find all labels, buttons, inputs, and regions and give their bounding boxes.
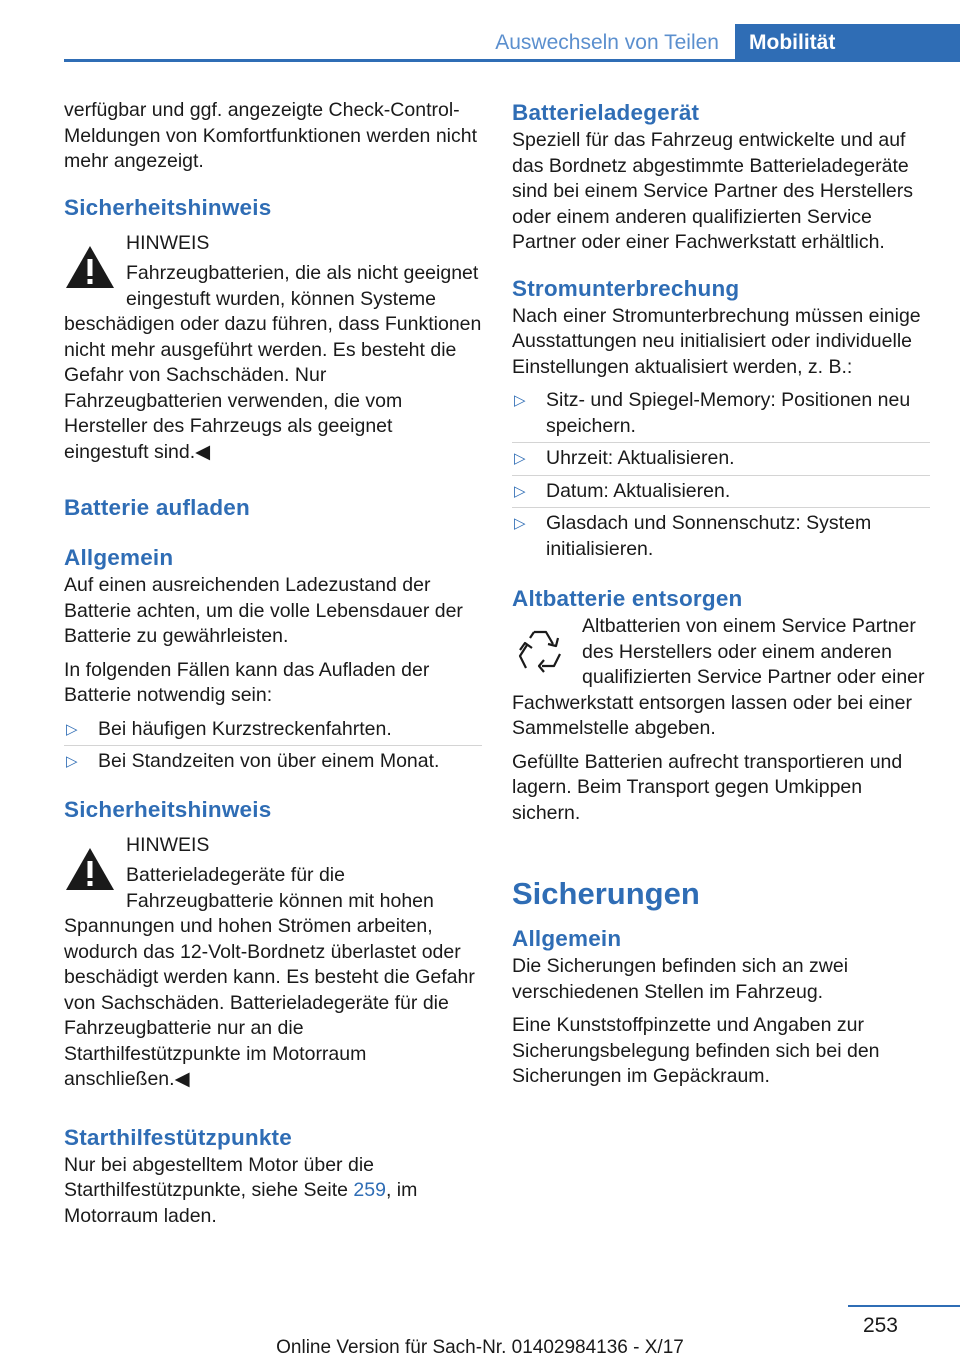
safety-heading-2: Sicherheitshinweis — [64, 796, 272, 822]
page-header — [64, 24, 960, 62]
general-paragraph-2: In folgenden Fällen kann das Aufladen der Batterie notwendig sein: — [64, 658, 430, 706]
list-item: ▷ Bei Standzeiten von über einem Monat. — [64, 749, 482, 775]
section-tab[interactable]: Auswechseln von Teilen — [495, 31, 719, 54]
fuses-paragraph-1: Die Sicherungen befinden sich an zwei verschiedenen Stellen im Fahrzeug. — [512, 955, 849, 1003]
right-column — [512, 98, 930, 1098]
left-column — [64, 98, 482, 1237]
footer-online-version: Online Version für Sach-Nr. 01402984136 - X/17 — [276, 1337, 684, 1358]
power-interruption-paragraph: Nach einer Stromunterbrechung müssen einige Ausstattungen neu initialisiert oder individuelle Einstellungen aktualisiert werden, z. B.: — [512, 304, 921, 378]
triangle-right-bullet-icon: ▷ — [514, 482, 526, 500]
intro-paragraph: verfügbar und ggf. angezeigte Check-Control-Meldungen von Komfortfunktionen werden nicht mehr angezeigt. — [64, 99, 478, 172]
triangle-right-bullet-icon: ▷ — [514, 392, 526, 409]
list-item: ▷ Sitz- und Spiegel-Memory: Positionen neu speichern. — [512, 388, 930, 439]
jump-start-heading: Starthilfestützpunkte — [64, 1124, 292, 1150]
charger-heading: Batterieladegerät — [512, 100, 700, 125]
recycle-icon — [512, 624, 568, 680]
warning-text: Fahrzeugbatterien, die als nicht geeignet eingestuft wurden, können Systeme beschädigen oder dazu führen, dass Funktionen nicht mehr ausgeführt werden. Es besteht die Gefahr von Sachschäden. Nur Fahrzeugbatterien verwenden, die vom Hersteller des Fahrzeugs als geeignet eingestuft sind.◀ — [64, 262, 482, 463]
charge-cases-list — [64, 717, 482, 775]
warning-text: Batterieladegeräte für die Fahrzeugbatterie können mit hohen Spannungen und hohen Strömen arbeiten, wodurch das 12-Volt-Bordnetz überlastet oder beschädigt werden kann. Es besteht die Gefahr von Sachschäden. Batterieladegeräte für die Fahrzeugbatterie nur an die Starthilfestützpunkte im Motorraum anschließen.◀ — [64, 864, 475, 1090]
triangle-right-bullet-icon: ▷ — [66, 720, 78, 738]
header-rule — [64, 59, 960, 62]
page-reference-link[interactable]: 259 — [353, 1179, 386, 1201]
chapter-tab-active[interactable]: Mobilität — [735, 24, 960, 62]
page-number: 253 — [862, 1314, 898, 1337]
disposal-heading: Altbatterie entsorgen — [512, 586, 743, 611]
triangle-right-bullet-icon: ▷ — [66, 753, 78, 770]
general-heading: Allgemein — [64, 545, 174, 570]
list-item: ▷ Bei häufigen Kurzstreckenfahrten. — [64, 717, 482, 743]
warning-block-1 — [64, 231, 482, 466]
jump-start-paragraph: Nur bei abgestelltem Motor über die Starthilfestützpunkte, siehe Seite 259, im Motorraum laden. — [64, 1153, 418, 1227]
warning-triangle-icon — [64, 243, 116, 291]
page-number-rule — [848, 1305, 960, 1307]
charge-heading: Batterie aufladen — [64, 495, 250, 520]
triangle-right-bullet-icon: ▷ — [514, 515, 526, 532]
warning-triangle-icon — [64, 845, 116, 893]
charger-paragraph: Speziell für das Fahrzeug entwickelte und auf das Bordnetz abgestimmte Batterieladegeräte sind bei einem Service Partner des Herstellers oder einem anderen qualifizierten Service Partner oder einer Fachwerkstatt erhältlich. — [512, 129, 914, 253]
general-paragraph-1: Auf einen ausreichenden Ladezustand der Batterie achten, um die volle Lebensdauer der Batterie zu gewährleisten. — [64, 574, 463, 647]
list-item: ▷ Glasdach und Sonnenschutz: System initialisieren. — [514, 512, 872, 560]
safety-heading-1: Sicherheitshinweis — [64, 194, 272, 220]
power-interruption-heading: Stromunterbrechung — [512, 275, 740, 301]
triangle-right-bullet-icon: ▷ — [514, 450, 526, 467]
fuses-paragraph-2: Eine Kunststoffpinzette und Angaben zur Sicherungsbelegung befinden sich bei den Sicherungen im Gepäckraum. — [512, 1014, 880, 1087]
disposal-block — [512, 614, 930, 750]
reinit-list — [512, 388, 930, 562]
warning-block-2 — [64, 833, 482, 1093]
warning-label: HINWEIS — [126, 231, 210, 254]
disposal-paragraph-2: Gefüllte Batterien aufrecht transportieren und lagern. Beim Transport gegen Umkippen sichern. — [512, 750, 903, 824]
list-item: ▷ Datum: Aktualisieren. — [512, 479, 930, 505]
disposal-paragraph: Altbatterien von einem Service Partner des Herstellers oder einem anderen qualifizierten Service Partner oder einer Fachwerkstatt entsorgen lassen oder bei einer Sammelstelle abgeben. — [512, 615, 925, 739]
list-item: ▷ Uhrzeit: Aktualisieren. — [512, 446, 930, 472]
warning-label: HINWEIS — [126, 833, 210, 856]
fuses-general-heading: Allgemein — [512, 926, 622, 951]
fuses-title: Sicherungen — [512, 876, 700, 911]
